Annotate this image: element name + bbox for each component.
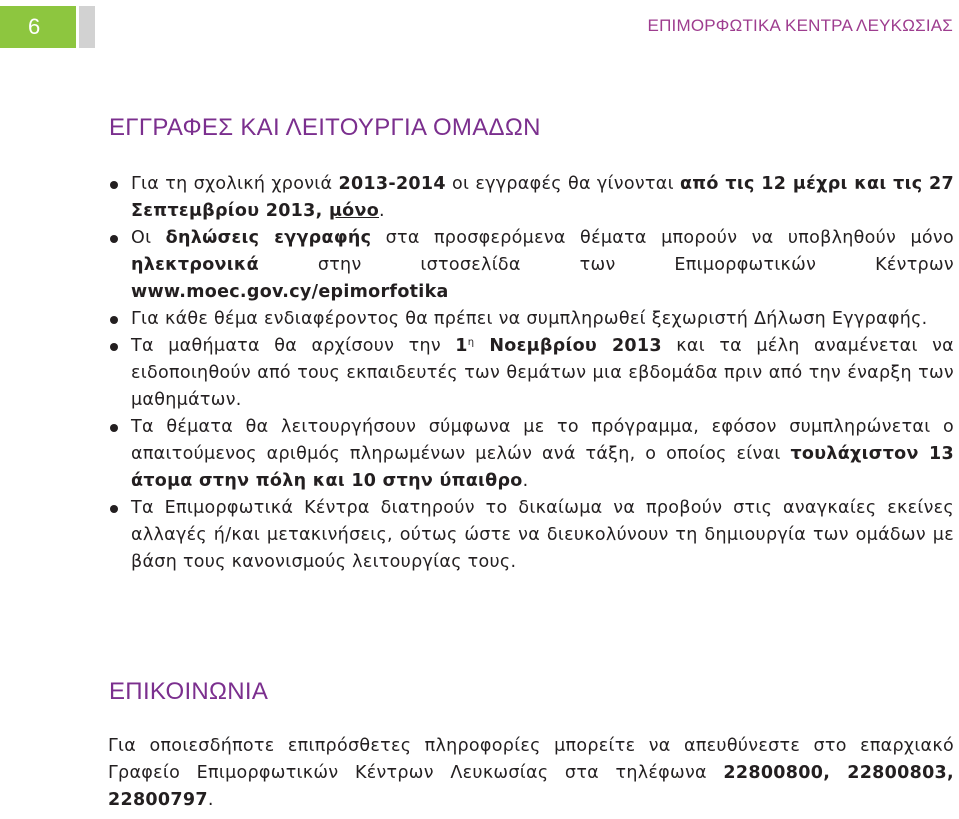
website-link[interactable]: www.moec.gov.cy/epimorfotika [131,282,449,302]
list-item: Τα μαθήματα θα αρχίσουν την $1^\eta$ Νοεμβρίου 2013 και τα μέλη αναμένεται να ειδοποιηθούν από τους εκπαιδευτές των θεμάτων μια εβδομάδα πριν από την έναρξη των μαθημάτων. [108,333,954,414]
page-number-text: 6 [28,14,41,39]
list-item: Οι δηλώσεις εγγραφής στα προσφερόμενα θέματα μπορούν να υποβληθούν μόνο ηλεκτρονικά στην ιστοσελίδα των Επιμορφωτικών Κέντρων www.moec.gov.cy/epimorfotika [108,225,954,306]
registration-heading: ΕΓΓΡΑΦΕΣ ΚΑΙ ΛΕΙΤΟΥΡΓΙΑ ΟΜΑΔΩΝ [109,114,541,141]
list-item: Τα θέματα θα λειτουργήσουν σύμφωνα με το πρόγραμμα, εφόσον συμπληρώνεται ο απαιτούμενος αριθμός πληρωμένων μελών ανά τάξη, ο οποίος είναι τουλάχιστον 13 άτομα στην πόλη και 10 στην ύπαιθρο. [108,414,954,495]
running-header-title: ΕΠΙΜΟΡΦΩΤΙΚΑ ΚΕΝΤΡΑ ΛΕΥΚΩΣΙΑΣ [647,16,953,35]
phone-numbers: 22800800, 22800803, 22800797 [108,763,954,810]
page-tab-divider [79,6,95,48]
registration-list [108,171,954,576]
contact-heading: ΕΠΙΚΟΙΝΩΝΙΑ [109,678,269,705]
emphasis-only: μόνο [328,201,380,221]
list-item: Για τη σχολική χρονιά 2013-2014 οι εγγραφές θα γίνονται από τις 12 μέχρι και τις 27 Σεπτεμβρίου 2013, μόνο. [108,171,954,225]
contact-paragraph: Για οποιεσδήποτε επιπρόσθετες πληροφορίες μπορείτε να απευθύνεστε στο επαρχιακό Γραφείο Επιμορφωτικών Κέντρων Λευκωσίας στα τηλέφωνα 22800800, 22800803, 22800797. [108,736,954,810]
list-item: Τα Επιμορφωτικά Κέντρα διατηρούν το δικαίωμα να προβούν στις αναγκαίες εκείνες αλλαγές ή/και μετακινήσεις, ούτως ώστε να διευκολύνουν τη δημιουργία των ομάδων με βάση τους κανονισμούς λειτουργίας τους. [108,495,954,576]
page-number [0,6,76,48]
list-item: Για κάθε θέμα ενδιαφέροντος θα πρέπει να συμπληρωθεί ξεχωριστή Δήλωση Εγγραφής. [108,306,954,333]
